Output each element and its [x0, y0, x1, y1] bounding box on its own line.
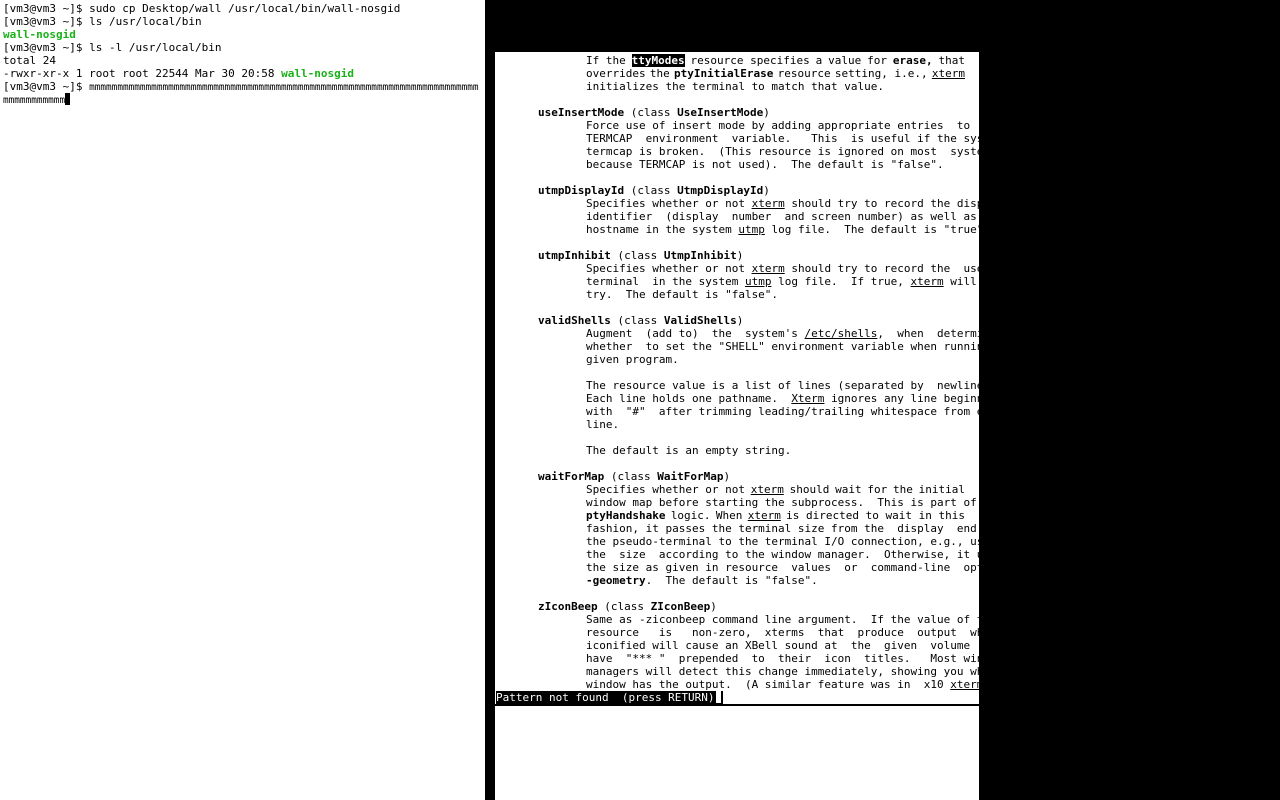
man-text-line: Specifies whether or not xterm should try to record the user's: [586, 262, 1004, 275]
man-text-line: try. The default is "false".: [586, 288, 779, 301]
man-text-line: Augment (add to) the system's /etc/shells, when determining: [586, 327, 1010, 340]
man-entry-heading: useInsertMode (class UseInsertMode): [538, 106, 770, 119]
terminal-line: [vm3@vm3 ~]$ ls -l /usr/local/bin: [3, 41, 222, 54]
terminal-line: [vm3@vm3 ~]$ ls /usr/local/bin: [3, 15, 202, 28]
man-text-line: the pseudo-terminal to the terminal I/O connection, e.g., using: [586, 535, 1004, 548]
man-text-line: Same as -ziconbeep command line argument. If the value of this: [586, 613, 1004, 626]
man-text-line: hostname in the system utmp log file. The default is "true".: [586, 223, 990, 236]
man-text-line: with "#" after trimming leading/trailing whitespace from each: [586, 405, 1004, 418]
text-cursor: [65, 93, 70, 105]
search-highlight: ttyModes: [631, 54, 685, 67]
man-entry-heading: utmpInhibit (class UtmpInhibit): [538, 249, 744, 262]
man-text-line: the size according to the window manager. Otherwise, it uses: [586, 548, 1004, 561]
left-terminal-window[interactable]: [0, 0, 485, 800]
man-text-line: Each line holds one pathname. Xterm ignores any line beginning: [586, 392, 1004, 405]
man-text-line: The resource value is a list of lines (separated by newlines).: [586, 379, 1004, 392]
man-text-line: Force use of insert mode by adding appropriate entries to the: [586, 119, 1004, 132]
man-text-line: window has the output. (A similar feature was in x10 xterm.): [586, 678, 997, 691]
man-text-line: line.: [586, 418, 620, 431]
man-text-line: identifier (display number and screen number) as well as the: [586, 210, 1004, 223]
man-text-line: window map before starting the subprocess. This is part of the: [586, 496, 1004, 509]
man-text-line: ptyHandshake logic. When xterm is directed to wait in this: [586, 509, 965, 522]
man-text-line: the size as given in resource values or command-line option: [586, 561, 1004, 574]
man-page-terminal-window[interactable]: [495, 52, 1010, 800]
terminal-line-executable: wall-nosgid: [3, 28, 76, 41]
typed-input-wrap: mmmmmmmmmmm: [3, 95, 66, 106]
man-text-line: given program.: [586, 353, 679, 366]
man-text-line: terminal in the system utmp log file. If true, xterm will not: [586, 275, 1004, 288]
man-text-line: Specifies whether or not xterm should wait for the initial: [586, 483, 965, 496]
man-entry-heading: zIconBeep (class ZIconBeep): [538, 600, 717, 613]
terminal-line: [3, 67, 354, 80]
typed-input: mmmmmmmmmmmmmmmmmmmmmmmmmmmmmmmmmmmmmmmmmmmmmmmmmmmmmmmmmmmmmmmmmmmmm: [89, 82, 479, 93]
man-entry-heading: validShells (class ValidShells): [538, 314, 744, 327]
man-text-line: whether to set the "SHELL" environment variable when running a: [586, 340, 1004, 353]
man-text-line: termcap is broken. (This resource is ignored on most systems,: [586, 145, 1004, 158]
man-text-line: TERMCAP environment variable. This is useful if the system: [586, 132, 1004, 145]
man-text-line: resource is non-zero, xterms that produce output while: [586, 626, 1004, 639]
man-text-line: initializes the terminal to match that value.: [586, 80, 885, 93]
listing-filename: wall-nosgid: [281, 67, 355, 80]
listing-detail: -rwxr-xr-x 1 root root 22544 Mar 30 20:58: [3, 67, 282, 80]
man-text-line: The default is an empty string.: [586, 444, 792, 457]
man-text-line: have "*** " prepended to their icon titles. Most window: [586, 652, 1004, 665]
prompt: [vm3@vm3 ~]$: [3, 80, 90, 93]
man-text-line: Specifies whether or not xterm should try to record the display: [586, 197, 1004, 210]
status-message: Pattern not found (press RETURN): [496, 691, 715, 704]
man-text-line: overrides the ptyInitialErase resource setting, i.e., xterm: [586, 67, 965, 80]
man-text-line: If the ttyModes resource specifies a value for erase, that: [586, 54, 965, 67]
man-text-line: managers will detect this change immediately, showing you which: [586, 665, 1004, 678]
text-cursor: [716, 691, 721, 703]
man-entry-heading: waitForMap (class WaitForMap): [538, 470, 731, 483]
man-text-line: -geometry. The default is "false".: [586, 574, 818, 587]
window-divider: [495, 704, 979, 706]
man-text-line: iconified will cause an XBell sound at the given volume and: [586, 639, 1004, 652]
man-entry-heading: utmpDisplayId (class UtmpDisplayId): [538, 184, 770, 197]
man-text-line: fashion, it passes the terminal size from the display end of: [586, 522, 1004, 535]
terminal-line: total 24: [3, 54, 56, 67]
man-text-line: because TERMCAP is not used). The default is "false".: [586, 158, 944, 171]
terminal-line: [vm3@vm3 ~]$ sudo cp Desktop/wall /usr/local/bin/wall-nosgid: [3, 2, 401, 15]
pager-status-bar: [496, 691, 723, 704]
terminal-line-input: [3, 93, 70, 107]
terminal-line-prompt: [3, 80, 479, 94]
